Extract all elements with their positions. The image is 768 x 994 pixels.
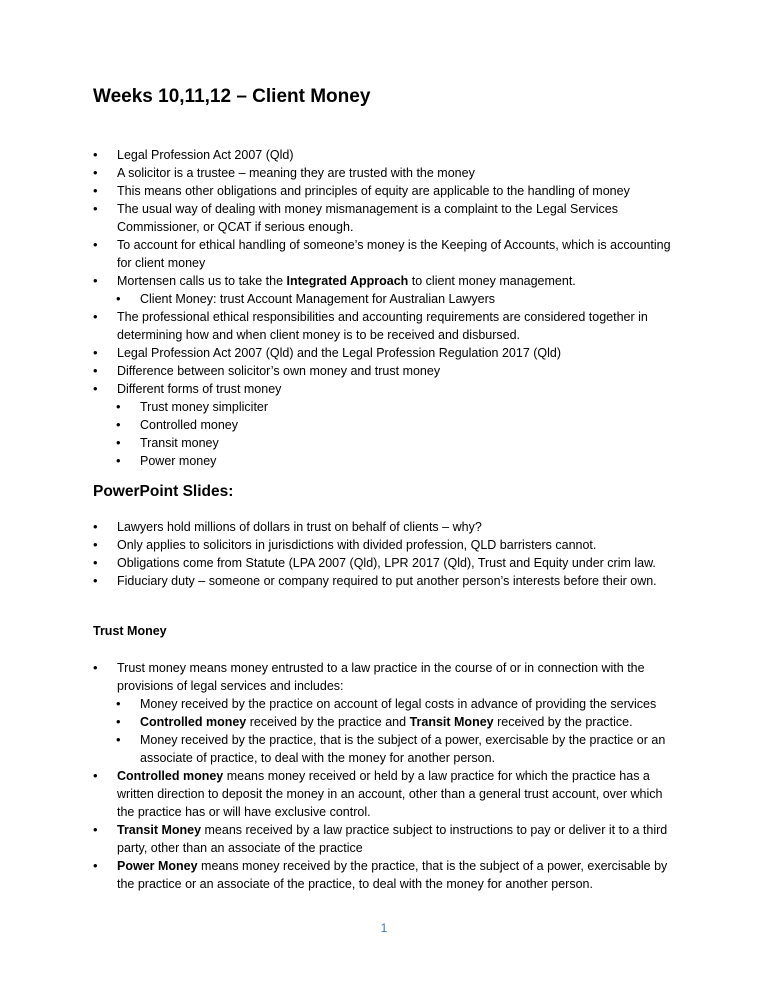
list-subitem: • Transit money: [93, 434, 683, 452]
list-subitem: • Client Money: trust Account Management for Australian Lawyers: [93, 290, 683, 308]
intro-bullet-list: [93, 146, 683, 470]
list-item: • Difference between solicitor’s own money and trust money: [93, 362, 683, 380]
section-heading-powerpoint: PowerPoint Slides:: [93, 483, 234, 500]
page-number: 1: [380, 921, 388, 935]
list-subitem: • Power money: [93, 452, 683, 470]
list-item: • Transit Money means received by a law practice subject to instructions to pay or deliver it to a third party, other than an associate of the practice: [93, 821, 683, 857]
list-item: • Legal Profession Act 2007 (Qld): [93, 146, 683, 164]
subheading-trust-money: Trust Money: [93, 624, 167, 638]
page-title: Weeks 10,11,12 – Client Money: [93, 86, 371, 107]
list-item: • Only applies to solicitors in jurisdictions with divided profession, QLD barristers cannot.: [93, 536, 683, 554]
slides-bullet-list: [93, 518, 683, 590]
list-item: • Fiduciary duty – someone or company required to put another person’s interests before their own.: [93, 572, 683, 590]
list-item: • A solicitor is a trustee – meaning they are trusted with the money: [93, 164, 683, 182]
list-subitem: • Money received by the practice on account of legal costs in advance of providing the services: [93, 695, 683, 713]
list-item: • Lawyers hold millions of dollars in trust on behalf of clients – why?: [93, 518, 683, 536]
list-item: • To account for ethical handling of someone’s money is the Keeping of Accounts, which is accounting for client money: [93, 236, 683, 272]
list-subitem: • Controlled money: [93, 416, 683, 434]
list-item: • Mortensen calls us to take the Integrated Approach to client money management.: [93, 272, 683, 290]
list-item: • Controlled money means money received or held by a law practice for which the practice has a written direction to deposit the money in an account, other than a general trust account, over which the practice has or will have exclusive control.: [93, 767, 683, 821]
list-subitem: • Money received by the practice, that is the subject of a power, exercisable by the practice or an associate of practice, to deal with the money for another person.: [93, 731, 683, 767]
list-item: • The usual way of dealing with money mismanagement is a complaint to the Legal Services Commissioner, or QCAT if serious enough.: [93, 200, 683, 236]
list-item: • Different forms of trust money: [93, 380, 683, 398]
list-item: • Power Money means money received by the practice, that is the subject of a power, exercisable by the practice or an associate of the practice, to deal with the money for another person.: [93, 857, 683, 893]
list-item: • This means other obligations and principles of equity are applicable to the handling of money: [93, 182, 683, 200]
list-item: • Obligations come from Statute (LPA 2007 (Qld), LPR 2017 (Qld), Trust and Equity under crim law.: [93, 554, 683, 572]
list-subitem: • Trust money simpliciter: [93, 398, 683, 416]
list-item: • Legal Profession Act 2007 (Qld) and the Legal Profession Regulation 2017 (Qld): [93, 344, 683, 362]
list-subitem: • Controlled money received by the practice and Transit Money received by the practice.: [93, 713, 683, 731]
list-item: • Trust money means money entrusted to a law practice in the course of or in connection with the provisions of legal services and includes:: [93, 659, 683, 695]
list-item: • The professional ethical responsibilities and accounting requirements are considered together in determining how and when client money is to be received and disbursed.: [93, 308, 683, 344]
trust-money-bullet-list: [93, 659, 683, 893]
